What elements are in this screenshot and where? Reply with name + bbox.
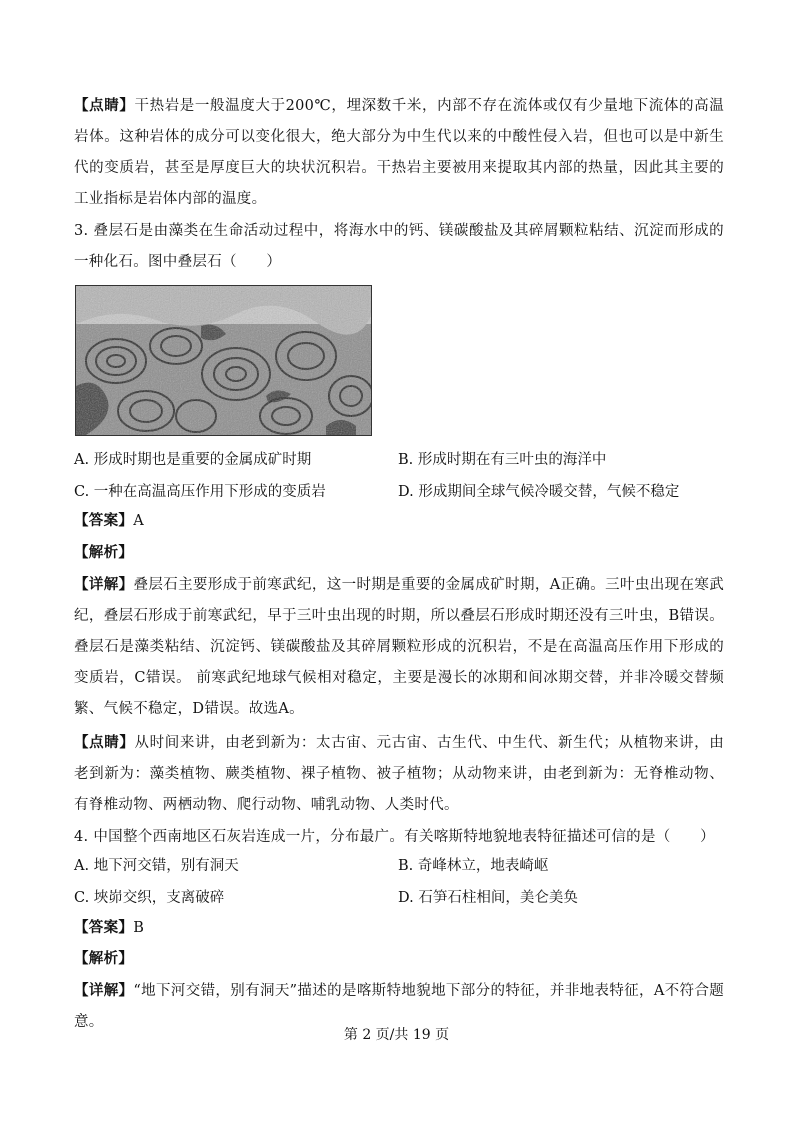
detail-label: 【详解】 bbox=[74, 982, 134, 999]
q3-jiexi-label: 【解析】 bbox=[74, 544, 134, 561]
q3-option-d: D. 形成期间全球气候冷暖交替，气候不稳定 bbox=[398, 484, 680, 500]
dianjing-text: 从时间来讲，由老到新为：太古宙、元古宙、古生代、中生代、新生代；从植物来讲，由老到新为：藻类植物、蕨类植物、裸子植物、被子植物；从动物来讲，由老到新为：无脊椎动物、有脊椎动物、两栖动物、爬行动物、哺乳动物、人类时代。 bbox=[74, 735, 724, 813]
q4-option-d: D. 石笋石柱相间，美仑美奂 bbox=[398, 890, 578, 906]
dianjing-label: 【点睛】 bbox=[74, 97, 135, 114]
q3-option-c: C. 一种在高温高压作用下形成的变质岩 bbox=[74, 484, 326, 500]
stromatolite-photo bbox=[75, 285, 372, 436]
dianjing-label: 【点睛】 bbox=[74, 734, 135, 751]
q3-detail bbox=[74, 569, 724, 725]
answer-value: B bbox=[133, 920, 145, 936]
dianjing-text: 干热岩是一般温度大于200℃，埋深数千米，内部不存在流体或仅有少量地下流体的高温岩体。这种岩体的成分可以变化很大，绝大部分为中生代以来的中酸性侵入岩，但也可以是中新生代的变质岩，甚至是厚度巨大的块状沉积岩。干热岩主要被用来提取其内部的热量，因此其主要的工业指标是岩体内部的温度。 bbox=[74, 98, 724, 207]
q3-dianjing bbox=[74, 727, 724, 821]
answer-value: A bbox=[133, 513, 144, 529]
q3-option-b: B. 形成时期在有三叶虫的海洋中 bbox=[398, 452, 607, 468]
question-4-stem: 4. 中国整个西南地区石灰岩连成一片，分布最广。有关喀斯特地貌地表特征描述可信的是（ ） bbox=[74, 829, 715, 845]
answer-label: 【答案】 bbox=[74, 512, 134, 529]
q4-option-c: C. 埉峁交织，支离破碎 bbox=[74, 890, 225, 906]
q3-answer bbox=[74, 505, 724, 537]
q4-option-a: A. 地下河交错，别有洞天 bbox=[74, 858, 239, 874]
detail-text: 叠层石主要形成于前寒武纪，这一时期是重要的金属成矿时期，A正确。三叶虫出现在寒武纪，叠层石形成于前寒武纪，早于三叶虫出现的时期，所以叠层石形成时期还没有三叶虫，B错误。叠层石是藻类粘结、沉淀钙、镁碳酸盐及其碎屑颗粒形成的沉积岩，不是在高温高压作用下形成的变质岩，C错误。 前寒武纪地球气候相对稳定，主要是漫长的冰期和间冰期交替，并非冷暖交替频繁、气候不稳定，D错误。故选A。 bbox=[74, 577, 725, 717]
page-footer: 第 2 页/共 19 页 bbox=[343, 1027, 450, 1043]
q4-option-b: B. 奇峰林立，地表崎岖 bbox=[398, 858, 549, 874]
detail-text: “地下河交错，别有洞天”描述的是喀斯特地貌地下部分的特征，并非地表特征，A不符合题意。 bbox=[74, 983, 725, 1030]
dianjing-paragraph-1 bbox=[74, 90, 724, 215]
answer-label: 【答案】 bbox=[74, 919, 134, 936]
question-3-stem: 3. 叠层石是由藻类在生命活动过程中，将海水中的钙、镁碳酸盐及其碎屑颗粒粘结、沉淀而形成的一种化石。图中叠层石（ ） bbox=[74, 223, 724, 270]
q3-option-a: A. 形成时期也是重要的金属成矿时期 bbox=[74, 452, 312, 468]
detail-label: 【详解】 bbox=[74, 576, 134, 593]
q4-answer bbox=[74, 912, 724, 944]
q4-jiexi-label: 【解析】 bbox=[74, 950, 134, 967]
